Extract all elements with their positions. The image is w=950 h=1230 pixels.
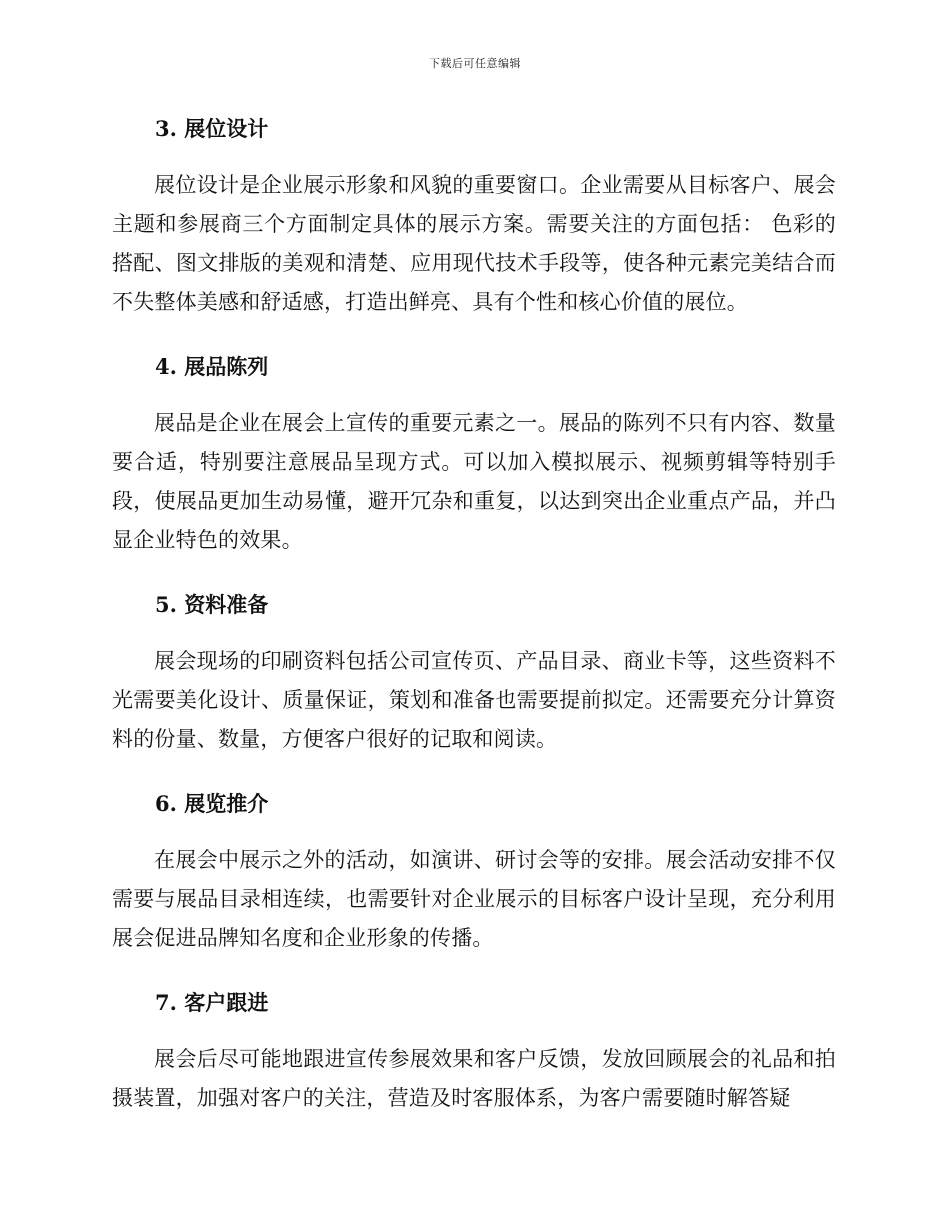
section-customer-follow-up [112, 984, 836, 1118]
section-paragraph: 展会现场的印刷资料包括公司宣传页、产品目录、商业卡等，这些资料不光需要美化设计、质量保证，策划和准备也需要提前拟定。还需要充分计算资料的份量、数量，方便客户很好的记取和阅读。 [112, 649, 836, 751]
section-heading: 4. 展品陈列 [155, 354, 269, 379]
header-note: 下载后可任意编辑 [429, 57, 521, 70]
document-content [112, 110, 836, 1144]
section-paragraph: 展品是企业在展会上宣传的重要元素之一。展品的陈列不只有内容、数量要合适，特别要注意展品呈现方式。可以加入模拟展示、视频剪辑等特别手段，使展品更加生动易懂，避开冗杂和重复，以达到突出企业重点产品，并凸显企业特色的效果。 [112, 411, 836, 552]
section-heading: 6. 展览推介 [155, 791, 269, 816]
section-paragraph: 在展会中展示之外的活动，如演讲、研讨会等的安排。展会活动安排不仅需要与展品目录相连续，也需要针对企业展示的目标客户设计呈现，充分利用展会促进品牌知名度和企业形象的传播。 [112, 848, 836, 950]
section-heading: 3. 展位设计 [155, 116, 269, 141]
section-paragraph: 展会后尽可能地跟进宣传参展效果和客户反馈，发放回顾展会的礼品和拍摄装置，加强对客户的关注，营造及时客服体系，为客户需要随时解答疑 [112, 1047, 836, 1110]
section-booth-design [112, 110, 836, 322]
section-exhibition-promotion [112, 785, 836, 958]
section-heading: 5. 资料准备 [155, 592, 269, 617]
section-materials-preparation [112, 586, 836, 759]
section-paragraph: 展位设计是企业展示形象和风貌的重要窗口。企业需要从目标客户、展会主题和参展商三个方面制定具体的展示方案。需要关注的方面包括： 色彩的搭配、图文排版的美观和清楚、应用现代技术手段等，使各种元素完美结合而不失整体美感和舒适感，打造出鲜亮、具有个性和核心价值的展位。 [112, 173, 836, 314]
section-heading: 7. 客户跟进 [155, 990, 269, 1015]
section-exhibit-display [112, 348, 836, 560]
